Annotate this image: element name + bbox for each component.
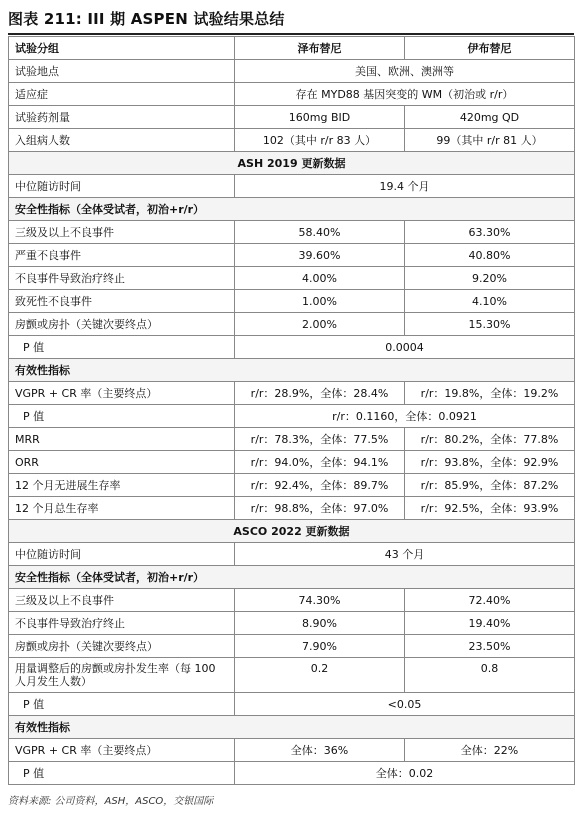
section-header [9, 716, 575, 739]
row-value: 美国、欧洲、澳洲等 [235, 60, 575, 83]
row-value-2: 63.30% [405, 221, 575, 244]
row-label: 不良事件导致治疗终止 [9, 267, 235, 290]
source-note: 资料来源: 公司资料，ASH，ASCO，交银国际 [8, 796, 214, 807]
row-value-2: 40.80% [405, 244, 575, 267]
table-row [9, 175, 575, 198]
row-value-1: 39.60% [235, 244, 405, 267]
row-label: 用量调整后的房颤或房扑发生率（每 100 人月发生人数） [9, 658, 235, 693]
row-value-1: 全体：36% [235, 739, 405, 762]
row-value-1: 74.30% [235, 589, 405, 612]
row-value-2: 72.40% [405, 589, 575, 612]
band-label: ASH 2019 更新数据 [9, 152, 575, 175]
row-label: 不良事件导致治疗终止 [9, 612, 235, 635]
row-value-1: r/r：94.0%，全体：94.1% [235, 451, 405, 474]
table-row [9, 474, 575, 497]
table-row [9, 658, 575, 693]
row-label: 致死性不良事件 [9, 290, 235, 313]
band-label: ASCO 2022 更新数据 [9, 520, 575, 543]
row-label: VGPR + CR 率（主要终点） [9, 739, 235, 762]
header-zanubrutinib: 泽布替尼 [235, 37, 405, 60]
row-label: VGPR + CR 率（主要终点） [9, 382, 235, 405]
row-value-1: 1.00% [235, 290, 405, 313]
row-label: 房颤或房扑（关键次要终点） [9, 313, 235, 336]
section-header [9, 566, 575, 589]
section-header-label: 安全性指标（全体受试者，初治+r/r） [9, 198, 575, 221]
row-label: ORR [9, 451, 235, 474]
section-band-ash [9, 152, 575, 175]
row-label: 试验药剂量 [9, 106, 235, 129]
row-label: P 值 [9, 762, 235, 785]
table-row [9, 83, 575, 106]
row-value-2: 19.40% [405, 612, 575, 635]
page-title: 图表 211: III 期 ASPEN 试验结果总结 [8, 10, 285, 28]
section-header-label: 有效性指标 [9, 359, 575, 382]
table-row [9, 589, 575, 612]
section-header [9, 359, 575, 382]
row-value-1: 58.40% [235, 221, 405, 244]
row-value-2: r/r：85.9%，全体：87.2% [405, 474, 575, 497]
row-label: 严重不良事件 [9, 244, 235, 267]
section-header-label: 安全性指标（全体受试者，初治+r/r） [9, 566, 575, 589]
row-label: 三级及以上不良事件 [9, 221, 235, 244]
table-row [9, 451, 575, 474]
row-label: P 值 [9, 693, 235, 716]
row-value: 19.4 个月 [235, 175, 575, 198]
row-label: 适应症 [9, 83, 235, 106]
row-value-2: 23.50% [405, 635, 575, 658]
row-value-1: 4.00% [235, 267, 405, 290]
table-row [9, 543, 575, 566]
row-value-1: 0.2 [235, 658, 405, 693]
table-row [9, 612, 575, 635]
row-label: 三级及以上不良事件 [9, 589, 235, 612]
row-label: 房颤或房扑（关键次要终点） [9, 635, 235, 658]
row-value-1: 2.00% [235, 313, 405, 336]
row-label: 中位随访时间 [9, 543, 235, 566]
table-row [9, 762, 575, 785]
header-ibrutinib: 伊布替尼 [405, 37, 575, 60]
row-value-2: 15.30% [405, 313, 575, 336]
title-rule [8, 33, 574, 35]
table-row [9, 405, 575, 428]
row-value-2: r/r：80.2%，全体：77.8% [405, 428, 575, 451]
row-value-1: 7.90% [235, 635, 405, 658]
row-value-2: 420mg QD [405, 106, 575, 129]
table-row [9, 336, 575, 359]
table-row [9, 635, 575, 658]
table-row [9, 129, 575, 152]
table-row [9, 267, 575, 290]
table-row [9, 497, 575, 520]
row-value: 存在 MYD88 基因突变的 WM（初治或 r/r） [235, 83, 575, 106]
row-value-2: 99（其中 r/r 81 人） [405, 129, 575, 152]
row-value-1: r/r：78.3%，全体：77.5% [235, 428, 405, 451]
row-value-2: r/r：92.5%，全体：93.9% [405, 497, 575, 520]
header-row [9, 37, 575, 60]
row-value-2: 9.20% [405, 267, 575, 290]
row-value-1: r/r：92.4%，全体：89.7% [235, 474, 405, 497]
row-label: P 值 [9, 336, 235, 359]
row-value: r/r：0.1160，全体：0.0921 [235, 405, 575, 428]
row-value: 43 个月 [235, 543, 575, 566]
row-value-1: r/r：28.9%，全体：28.4% [235, 382, 405, 405]
section-header [9, 198, 575, 221]
row-value-2: 0.8 [405, 658, 575, 693]
results-table [8, 36, 575, 785]
table-row [9, 382, 575, 405]
row-value-2: r/r：19.8%，全体：19.2% [405, 382, 575, 405]
table-row [9, 106, 575, 129]
section-header-label: 有效性指标 [9, 716, 575, 739]
row-value-1: 160mg BID [235, 106, 405, 129]
row-value-2: r/r：93.8%，全体：92.9% [405, 451, 575, 474]
table-row [9, 290, 575, 313]
table-row [9, 221, 575, 244]
row-label: 入组病人数 [9, 129, 235, 152]
table-row [9, 693, 575, 716]
row-value: 全体：0.02 [235, 762, 575, 785]
table-row [9, 313, 575, 336]
row-label: 中位随访时间 [9, 175, 235, 198]
row-value-1: 8.90% [235, 612, 405, 635]
table-row [9, 244, 575, 267]
row-value-1: 102（其中 r/r 83 人） [235, 129, 405, 152]
row-value: <0.05 [235, 693, 575, 716]
row-value-1: r/r：98.8%，全体：97.0% [235, 497, 405, 520]
header-label: 试验分组 [9, 37, 235, 60]
table-row [9, 739, 575, 762]
section-band-asco [9, 520, 575, 543]
row-label: P 值 [9, 405, 235, 428]
row-value-2: 全体：22% [405, 739, 575, 762]
table-row [9, 428, 575, 451]
row-label: 试验地点 [9, 60, 235, 83]
table-row [9, 60, 575, 83]
row-label: 12 个月总生存率 [9, 497, 235, 520]
row-label: MRR [9, 428, 235, 451]
row-value: 0.0004 [235, 336, 575, 359]
row-label: 12 个月无进展生存率 [9, 474, 235, 497]
row-value-2: 4.10% [405, 290, 575, 313]
